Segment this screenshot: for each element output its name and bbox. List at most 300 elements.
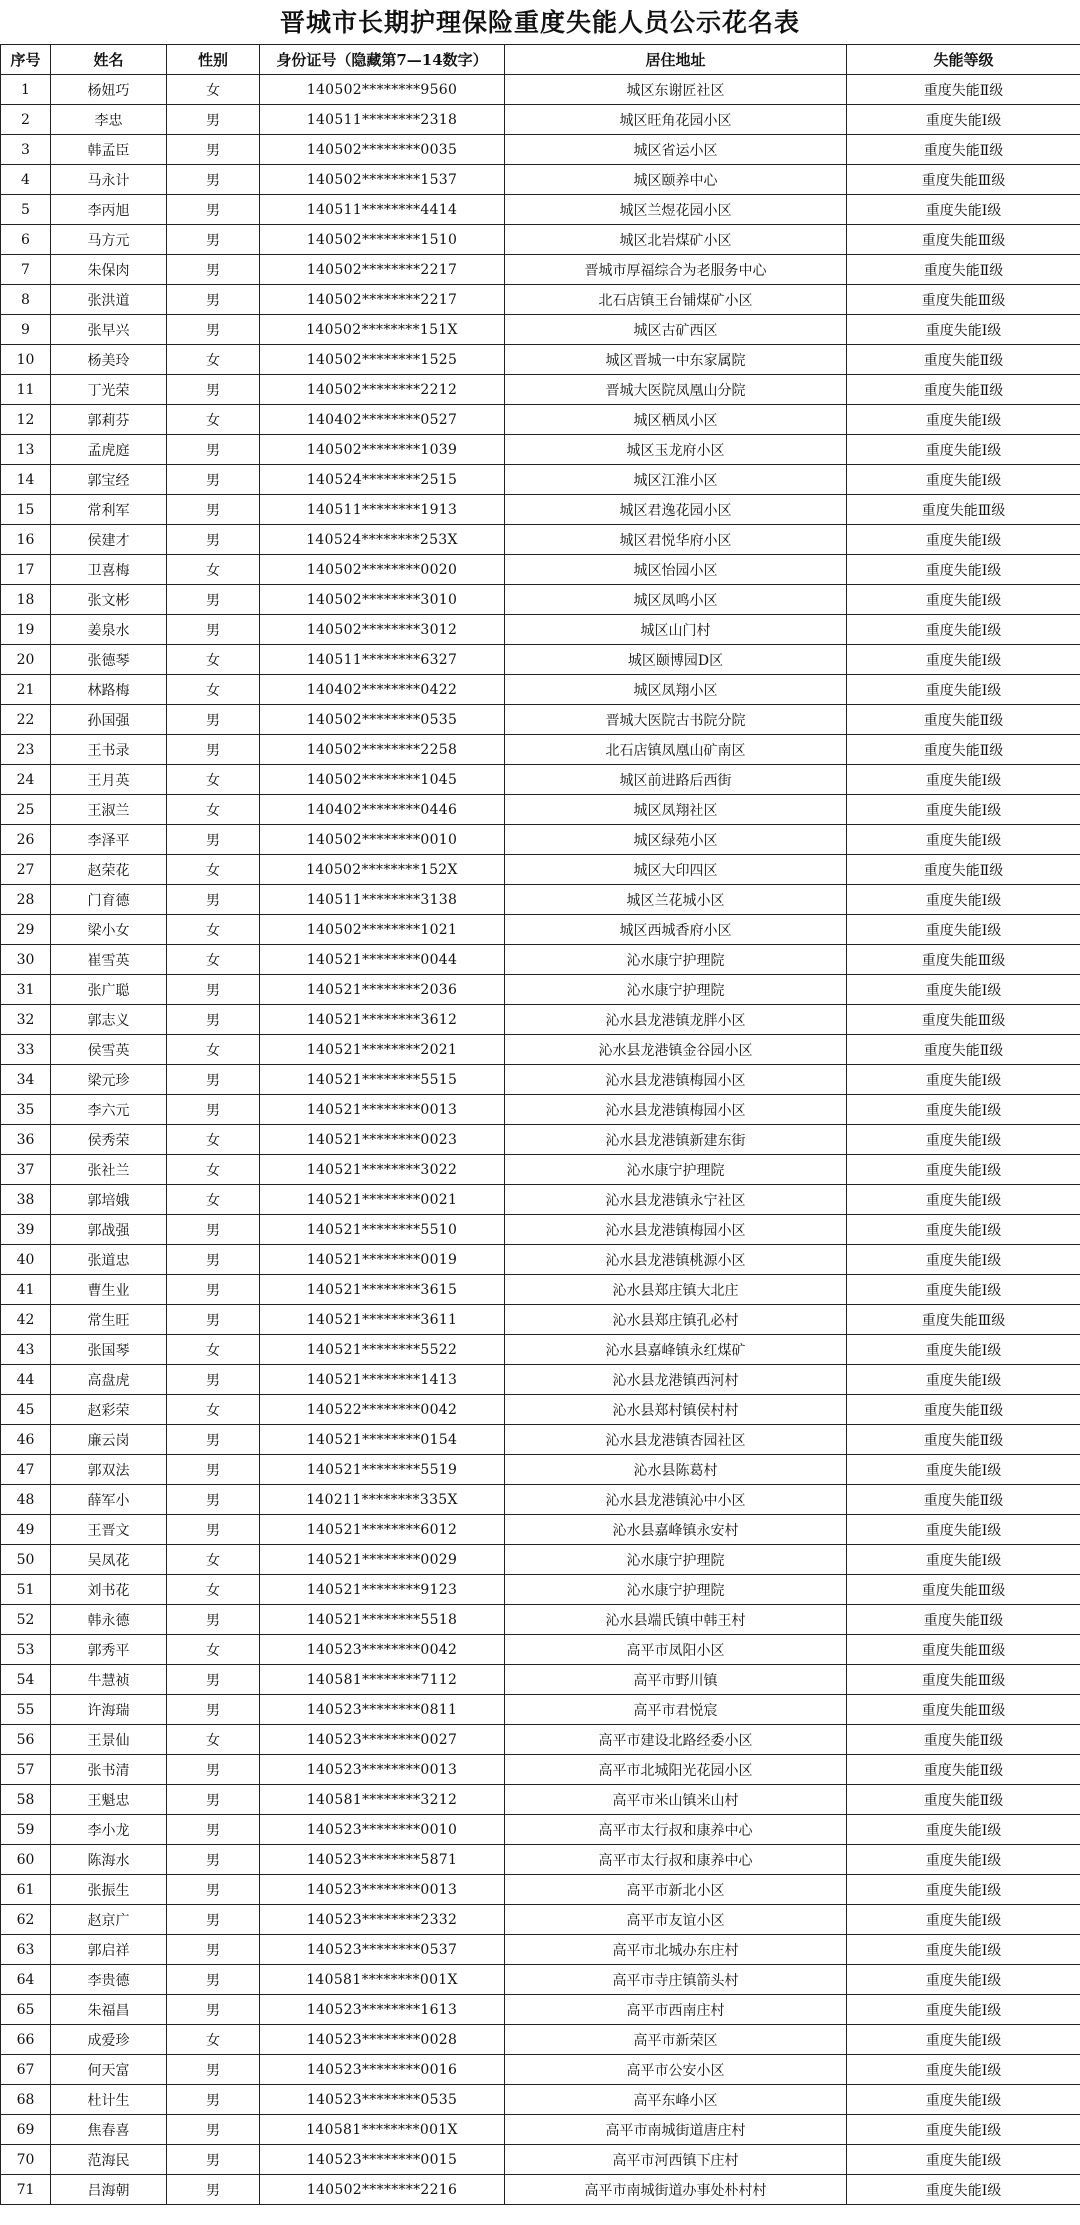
cell-address: 沁水县龙港镇梅园小区: [505, 1065, 847, 1095]
cell-disability-level: 重度失能Ⅰ级: [847, 825, 1080, 855]
cell-disability-level: 重度失能Ⅰ级: [847, 915, 1080, 945]
cell-id-number: 140523********5871: [260, 1845, 505, 1875]
table-row: [1, 1335, 1080, 1365]
cell-name: 王书录: [51, 735, 167, 765]
cell-name: 张社兰: [51, 1155, 167, 1185]
cell-index: 47: [1, 1455, 51, 1485]
cell-name: 朱保肉: [51, 255, 167, 285]
cell-address: 高平市君悦宸: [505, 1695, 847, 1725]
cell-index: 40: [1, 1245, 51, 1275]
cell-disability-level: 重度失能Ⅰ级: [847, 1935, 1080, 1965]
cell-address: 高平市北城阳光花园小区: [505, 1755, 847, 1785]
cell-index: 39: [1, 1215, 51, 1245]
table-row: [1, 1125, 1080, 1155]
cell-index: 24: [1, 765, 51, 795]
cell-id-number: 140581********3212: [260, 1785, 505, 1815]
cell-disability-level: 重度失能Ⅲ级: [847, 1635, 1080, 1665]
cell-name: 陈海水: [51, 1845, 167, 1875]
cell-gender: 女: [167, 645, 260, 675]
cell-name: 常生旺: [51, 1305, 167, 1335]
cell-name: 常利军: [51, 495, 167, 525]
cell-id-number: 140523********0013: [260, 1755, 505, 1785]
cell-id-number: 140521********0021: [260, 1185, 505, 1215]
cell-disability-level: 重度失能Ⅰ级: [847, 1155, 1080, 1185]
cell-gender: 男: [167, 2055, 260, 2085]
cell-gender: 男: [167, 1605, 260, 1635]
cell-disability-level: 重度失能Ⅰ级: [847, 1065, 1080, 1095]
cell-index: 57: [1, 1755, 51, 1785]
cell-index: 58: [1, 1785, 51, 1815]
cell-id-number: 140502********3012: [260, 615, 505, 645]
cell-address: 城区西城香府小区: [505, 915, 847, 945]
cell-index: 10: [1, 345, 51, 375]
cell-id-number: 140502********152X: [260, 855, 505, 885]
table-row: [1, 645, 1080, 675]
cell-id-number: 140521********5515: [260, 1065, 505, 1095]
cell-address: 高平市西南庄村: [505, 1995, 847, 2025]
cell-disability-level: 重度失能Ⅱ级: [847, 1035, 1080, 1065]
cell-gender: 男: [167, 1515, 260, 1545]
cell-id-number: 140502********0035: [260, 135, 505, 165]
cell-address: 高平东峰小区: [505, 2085, 847, 2115]
cell-gender: 女: [167, 675, 260, 705]
header-id-number: 身份证号（隐藏第7—14数字）: [260, 45, 505, 75]
cell-id-number: 140523********0016: [260, 2055, 505, 2085]
cell-disability-level: 重度失能Ⅰ级: [847, 435, 1080, 465]
table-row: [1, 795, 1080, 825]
table-row: [1, 735, 1080, 765]
cell-name: 赵京广: [51, 1905, 167, 1935]
cell-id-number: 140523********1613: [260, 1995, 505, 2025]
table-row: [1, 1215, 1080, 1245]
cell-disability-level: 重度失能Ⅰ级: [847, 2115, 1080, 2145]
table-row: [1, 1905, 1080, 1935]
cell-name: 侯雪英: [51, 1035, 167, 1065]
cell-name: 吕海朝: [51, 2175, 167, 2205]
cell-address: 城区君悦华府小区: [505, 525, 847, 555]
cell-id-number: 140502********2212: [260, 375, 505, 405]
cell-index: 38: [1, 1185, 51, 1215]
cell-index: 60: [1, 1845, 51, 1875]
table-row: [1, 975, 1080, 1005]
cell-index: 65: [1, 1995, 51, 2025]
cell-gender: 男: [167, 1275, 260, 1305]
cell-gender: 女: [167, 1545, 260, 1575]
cell-disability-level: 重度失能Ⅱ级: [847, 375, 1080, 405]
cell-name: 李贵德: [51, 1965, 167, 1995]
cell-disability-level: 重度失能Ⅰ级: [847, 1815, 1080, 1845]
cell-name: 刘书花: [51, 1575, 167, 1605]
header-name: 姓名: [51, 45, 167, 75]
table-row: [1, 1635, 1080, 1665]
cell-disability-level: 重度失能Ⅲ级: [847, 1575, 1080, 1605]
cell-name: 焦春喜: [51, 2115, 167, 2145]
cell-address: 沁水县龙港镇桃源小区: [505, 1245, 847, 1275]
table-row: [1, 885, 1080, 915]
cell-index: 27: [1, 855, 51, 885]
cell-address: 城区颐博园D区: [505, 645, 847, 675]
cell-name: 韩孟臣: [51, 135, 167, 165]
cell-disability-level: 重度失能Ⅰ级: [847, 1455, 1080, 1485]
cell-address: 城区旺角花园小区: [505, 105, 847, 135]
cell-id-number: 140521********0013: [260, 1095, 505, 1125]
cell-address: 沁水县龙港镇杏园社区: [505, 1425, 847, 1455]
cell-index: 69: [1, 2115, 51, 2145]
cell-name: 王魁忠: [51, 1785, 167, 1815]
cell-address: 高平市野川镇: [505, 1665, 847, 1695]
cell-id-number: 140502********1039: [260, 435, 505, 465]
cell-address: 城区颐养中心: [505, 165, 847, 195]
cell-gender: 女: [167, 2025, 260, 2055]
cell-gender: 男: [167, 1875, 260, 1905]
table-row: [1, 75, 1080, 105]
cell-index: 11: [1, 375, 51, 405]
cell-id-number: 140402********0446: [260, 795, 505, 825]
cell-index: 17: [1, 555, 51, 585]
cell-gender: 男: [167, 1425, 260, 1455]
cell-disability-level: 重度失能Ⅰ级: [847, 645, 1080, 675]
cell-name: 李泽平: [51, 825, 167, 855]
cell-address: 高平市凤阳小区: [505, 1635, 847, 1665]
cell-index: 71: [1, 2175, 51, 2205]
cell-address: 沁水县龙港镇龙胖小区: [505, 1005, 847, 1035]
cell-index: 44: [1, 1365, 51, 1395]
cell-name: 何天富: [51, 2055, 167, 2085]
cell-disability-level: 重度失能Ⅰ级: [847, 2055, 1080, 2085]
cell-name: 赵彩荣: [51, 1395, 167, 1425]
cell-id-number: 140521********0044: [260, 945, 505, 975]
cell-gender: 男: [167, 1815, 260, 1845]
cell-index: 15: [1, 495, 51, 525]
cell-index: 5: [1, 195, 51, 225]
cell-disability-level: 重度失能Ⅰ级: [847, 675, 1080, 705]
table-header-row: [1, 45, 1080, 75]
cell-index: 2: [1, 105, 51, 135]
table-row: [1, 1485, 1080, 1515]
cell-index: 54: [1, 1665, 51, 1695]
cell-index: 32: [1, 1005, 51, 1035]
cell-disability-level: 重度失能Ⅲ级: [847, 945, 1080, 975]
cell-gender: 男: [167, 2085, 260, 2115]
cell-index: 18: [1, 585, 51, 615]
cell-address: 沁水县嘉峰镇永安村: [505, 1515, 847, 1545]
table-row: [1, 2025, 1080, 2055]
cell-disability-level: 重度失能Ⅲ级: [847, 225, 1080, 255]
cell-address: 城区晋城一中东家属院: [505, 345, 847, 375]
cell-name: 郭双法: [51, 1455, 167, 1485]
table-row: [1, 2145, 1080, 2175]
cell-gender: 男: [167, 705, 260, 735]
table-row: [1, 1875, 1080, 1905]
cell-index: 25: [1, 795, 51, 825]
cell-id-number: 140502********1021: [260, 915, 505, 945]
cell-index: 16: [1, 525, 51, 555]
cell-disability-level: 重度失能Ⅰ级: [847, 1905, 1080, 1935]
cell-address: 晋城大医院古书院分院: [505, 705, 847, 735]
cell-gender: 男: [167, 1005, 260, 1035]
cell-disability-level: 重度失能Ⅱ级: [847, 255, 1080, 285]
cell-disability-level: 重度失能Ⅰ级: [847, 1995, 1080, 2025]
table-row: [1, 1245, 1080, 1275]
table-row: [1, 495, 1080, 525]
cell-index: 13: [1, 435, 51, 465]
cell-gender: 男: [167, 1905, 260, 1935]
cell-address: 沁水县郑庄镇孔必村: [505, 1305, 847, 1335]
cell-id-number: 140523********2332: [260, 1905, 505, 1935]
cell-index: 20: [1, 645, 51, 675]
cell-index: 37: [1, 1155, 51, 1185]
cell-name: 张文彬: [51, 585, 167, 615]
cell-name: 梁小女: [51, 915, 167, 945]
cell-gender: 男: [167, 1665, 260, 1695]
table-row: [1, 585, 1080, 615]
cell-address: 高平市新北小区: [505, 1875, 847, 1905]
table-row: [1, 105, 1080, 135]
cell-name: 赵荣花: [51, 855, 167, 885]
cell-index: 21: [1, 675, 51, 705]
cell-disability-level: 重度失能Ⅰ级: [847, 765, 1080, 795]
cell-name: 郭莉芬: [51, 405, 167, 435]
cell-index: 56: [1, 1725, 51, 1755]
cell-address: 高平市太行叔和康养中心: [505, 1815, 847, 1845]
cell-id-number: 140523********0015: [260, 2145, 505, 2175]
cell-id-number: 140511********4414: [260, 195, 505, 225]
table-row: [1, 1815, 1080, 1845]
table-row: [1, 1395, 1080, 1425]
cell-gender: 男: [167, 255, 260, 285]
cell-name: 杨妞巧: [51, 75, 167, 105]
cell-name: 王景仙: [51, 1725, 167, 1755]
cell-index: 19: [1, 615, 51, 645]
cell-id-number: 140521********1413: [260, 1365, 505, 1395]
cell-id-number: 140521********3022: [260, 1155, 505, 1185]
cell-index: 62: [1, 1905, 51, 1935]
cell-disability-level: 重度失能Ⅲ级: [847, 285, 1080, 315]
cell-index: 22: [1, 705, 51, 735]
cell-id-number: 140524********2515: [260, 465, 505, 495]
cell-index: 14: [1, 465, 51, 495]
cell-address: 沁水康宁护理院: [505, 1575, 847, 1605]
cell-address: 城区怡园小区: [505, 555, 847, 585]
cell-index: 49: [1, 1515, 51, 1545]
cell-name: 李六元: [51, 1095, 167, 1125]
cell-gender: 女: [167, 945, 260, 975]
table-row: [1, 195, 1080, 225]
cell-index: 50: [1, 1545, 51, 1575]
cell-address: 晋城市厚福综合为老服务中心: [505, 255, 847, 285]
cell-disability-level: 重度失能Ⅰ级: [847, 1545, 1080, 1575]
cell-id-number: 140522********0042: [260, 1395, 505, 1425]
cell-name: 牛慧祯: [51, 1665, 167, 1695]
table-row: [1, 1725, 1080, 1755]
cell-gender: 男: [167, 435, 260, 465]
cell-name: 王晋文: [51, 1515, 167, 1545]
cell-address: 北石店镇王台铺煤矿小区: [505, 285, 847, 315]
cell-index: 31: [1, 975, 51, 1005]
cell-name: 张广聪: [51, 975, 167, 1005]
table-row: [1, 615, 1080, 645]
table-row: [1, 525, 1080, 555]
cell-address: 沁水县端氏镇中韩王村: [505, 1605, 847, 1635]
cell-index: 29: [1, 915, 51, 945]
cell-disability-level: 重度失能Ⅰ级: [847, 1875, 1080, 1905]
cell-index: 53: [1, 1635, 51, 1665]
cell-gender: 男: [167, 1485, 260, 1515]
table-row: [1, 2115, 1080, 2145]
cell-id-number: 140502********9560: [260, 75, 505, 105]
cell-address: 沁水县龙港镇梅园小区: [505, 1215, 847, 1245]
cell-address: 高平市公安小区: [505, 2055, 847, 2085]
cell-index: 33: [1, 1035, 51, 1065]
cell-index: 51: [1, 1575, 51, 1605]
cell-gender: 男: [167, 1695, 260, 1725]
cell-index: 61: [1, 1875, 51, 1905]
cell-id-number: 140523********0028: [260, 2025, 505, 2055]
cell-gender: 男: [167, 1095, 260, 1125]
cell-disability-level: 重度失能Ⅲ级: [847, 1695, 1080, 1725]
table-row: [1, 1005, 1080, 1035]
cell-gender: 男: [167, 135, 260, 165]
cell-gender: 男: [167, 375, 260, 405]
table-row: [1, 2175, 1080, 2205]
cell-address: 沁水县龙港镇西河村: [505, 1365, 847, 1395]
cell-id-number: 140502********2216: [260, 2175, 505, 2205]
table-row: [1, 1305, 1080, 1335]
cell-name: 张书清: [51, 1755, 167, 1785]
cell-disability-level: 重度失能Ⅰ级: [847, 195, 1080, 225]
cell-gender: 男: [167, 1935, 260, 1965]
cell-name: 李小龙: [51, 1815, 167, 1845]
cell-disability-level: 重度失能Ⅲ级: [847, 495, 1080, 525]
cell-index: 7: [1, 255, 51, 285]
cell-name: 杜计生: [51, 2085, 167, 2115]
cell-gender: 男: [167, 1365, 260, 1395]
cell-id-number: 140511********6327: [260, 645, 505, 675]
cell-index: 52: [1, 1605, 51, 1635]
cell-disability-level: 重度失能Ⅱ级: [847, 1485, 1080, 1515]
cell-name: 薛军小: [51, 1485, 167, 1515]
table-row: [1, 165, 1080, 195]
cell-gender: 女: [167, 765, 260, 795]
cell-address: 城区凤翔小区: [505, 675, 847, 705]
cell-gender: 女: [167, 345, 260, 375]
cell-index: 8: [1, 285, 51, 315]
roster-table: [0, 44, 1080, 2205]
cell-gender: 男: [167, 825, 260, 855]
cell-address: 高平市河西镇下庄村: [505, 2145, 847, 2175]
cell-address: 城区绿苑小区: [505, 825, 847, 855]
cell-address: 沁水康宁护理院: [505, 945, 847, 975]
cell-name: 林路梅: [51, 675, 167, 705]
cell-disability-level: 重度失能Ⅲ级: [847, 165, 1080, 195]
cell-id-number: 140523********0537: [260, 1935, 505, 1965]
cell-address: 高平市建设北路经委小区: [505, 1725, 847, 1755]
cell-id-number: 140521********0154: [260, 1425, 505, 1455]
cell-disability-level: 重度失能Ⅰ级: [847, 615, 1080, 645]
cell-address: 沁水康宁护理院: [505, 1155, 847, 1185]
table-row: [1, 405, 1080, 435]
cell-id-number: 140581********7112: [260, 1665, 505, 1695]
cell-name: 吴凤花: [51, 1545, 167, 1575]
cell-gender: 女: [167, 1155, 260, 1185]
cell-name: 马永计: [51, 165, 167, 195]
cell-disability-level: 重度失能Ⅰ级: [847, 1515, 1080, 1545]
cell-gender: 男: [167, 2115, 260, 2145]
cell-name: 孙国强: [51, 705, 167, 735]
cell-id-number: 140521********0019: [260, 1245, 505, 1275]
table-row: [1, 1995, 1080, 2025]
cell-name: 门育德: [51, 885, 167, 915]
cell-address: 沁水县郑村镇侯村村: [505, 1395, 847, 1425]
cell-name: 廉云岗: [51, 1425, 167, 1455]
cell-disability-level: 重度失能Ⅰ级: [847, 315, 1080, 345]
cell-gender: 男: [167, 195, 260, 225]
table-row: [1, 2055, 1080, 2085]
table-row: [1, 135, 1080, 165]
cell-address: 城区省运小区: [505, 135, 847, 165]
cell-id-number: 140511********2318: [260, 105, 505, 135]
cell-index: 6: [1, 225, 51, 255]
cell-disability-level: 重度失能Ⅱ级: [847, 1785, 1080, 1815]
cell-gender: 女: [167, 795, 260, 825]
cell-address: 沁水县龙港镇永宁社区: [505, 1185, 847, 1215]
cell-id-number: 140521********5518: [260, 1605, 505, 1635]
cell-id-number: 140521********0029: [260, 1545, 505, 1575]
table-row: [1, 255, 1080, 285]
table-row: [1, 1665, 1080, 1695]
cell-gender: 女: [167, 1035, 260, 1065]
cell-index: 26: [1, 825, 51, 855]
cell-disability-level: 重度失能Ⅰ级: [847, 1845, 1080, 1875]
cell-index: 4: [1, 165, 51, 195]
cell-disability-level: 重度失能Ⅱ级: [847, 1725, 1080, 1755]
cell-address: 高平市北城办东庄村: [505, 1935, 847, 1965]
cell-address: 城区古矿西区: [505, 315, 847, 345]
cell-index: 46: [1, 1425, 51, 1455]
table-row: [1, 225, 1080, 255]
cell-gender: 男: [167, 1965, 260, 1995]
table-row: [1, 1065, 1080, 1095]
cell-gender: 男: [167, 1305, 260, 1335]
cell-address: 沁水康宁护理院: [505, 1545, 847, 1575]
cell-gender: 女: [167, 855, 260, 885]
cell-address: 沁水县龙港镇梅园小区: [505, 1095, 847, 1125]
cell-id-number: 140521********3615: [260, 1275, 505, 1305]
cell-address: 城区玉龙府小区: [505, 435, 847, 465]
cell-disability-level: 重度失能Ⅰ级: [847, 1245, 1080, 1275]
cell-id-number: 140521********2036: [260, 975, 505, 1005]
cell-id-number: 140524********253X: [260, 525, 505, 555]
cell-id-number: 140523********0013: [260, 1875, 505, 1905]
cell-name: 郭战强: [51, 1215, 167, 1245]
cell-index: 70: [1, 2145, 51, 2175]
cell-disability-level: 重度失能Ⅲ级: [847, 1665, 1080, 1695]
cell-name: 许海瑞: [51, 1695, 167, 1725]
cell-gender: 女: [167, 405, 260, 435]
cell-name: 李忠: [51, 105, 167, 135]
cell-disability-level: 重度失能Ⅱ级: [847, 345, 1080, 375]
cell-gender: 女: [167, 1575, 260, 1605]
cell-disability-level: 重度失能Ⅱ级: [847, 135, 1080, 165]
cell-disability-level: 重度失能Ⅱ级: [847, 1425, 1080, 1455]
cell-address: 城区君逸花园小区: [505, 495, 847, 525]
cell-index: 59: [1, 1815, 51, 1845]
cell-disability-level: 重度失能Ⅱ级: [847, 705, 1080, 735]
cell-gender: 男: [167, 225, 260, 255]
cell-address: 沁水康宁护理院: [505, 975, 847, 1005]
cell-name: 郭培娥: [51, 1185, 167, 1215]
cell-id-number: 140521********5519: [260, 1455, 505, 1485]
